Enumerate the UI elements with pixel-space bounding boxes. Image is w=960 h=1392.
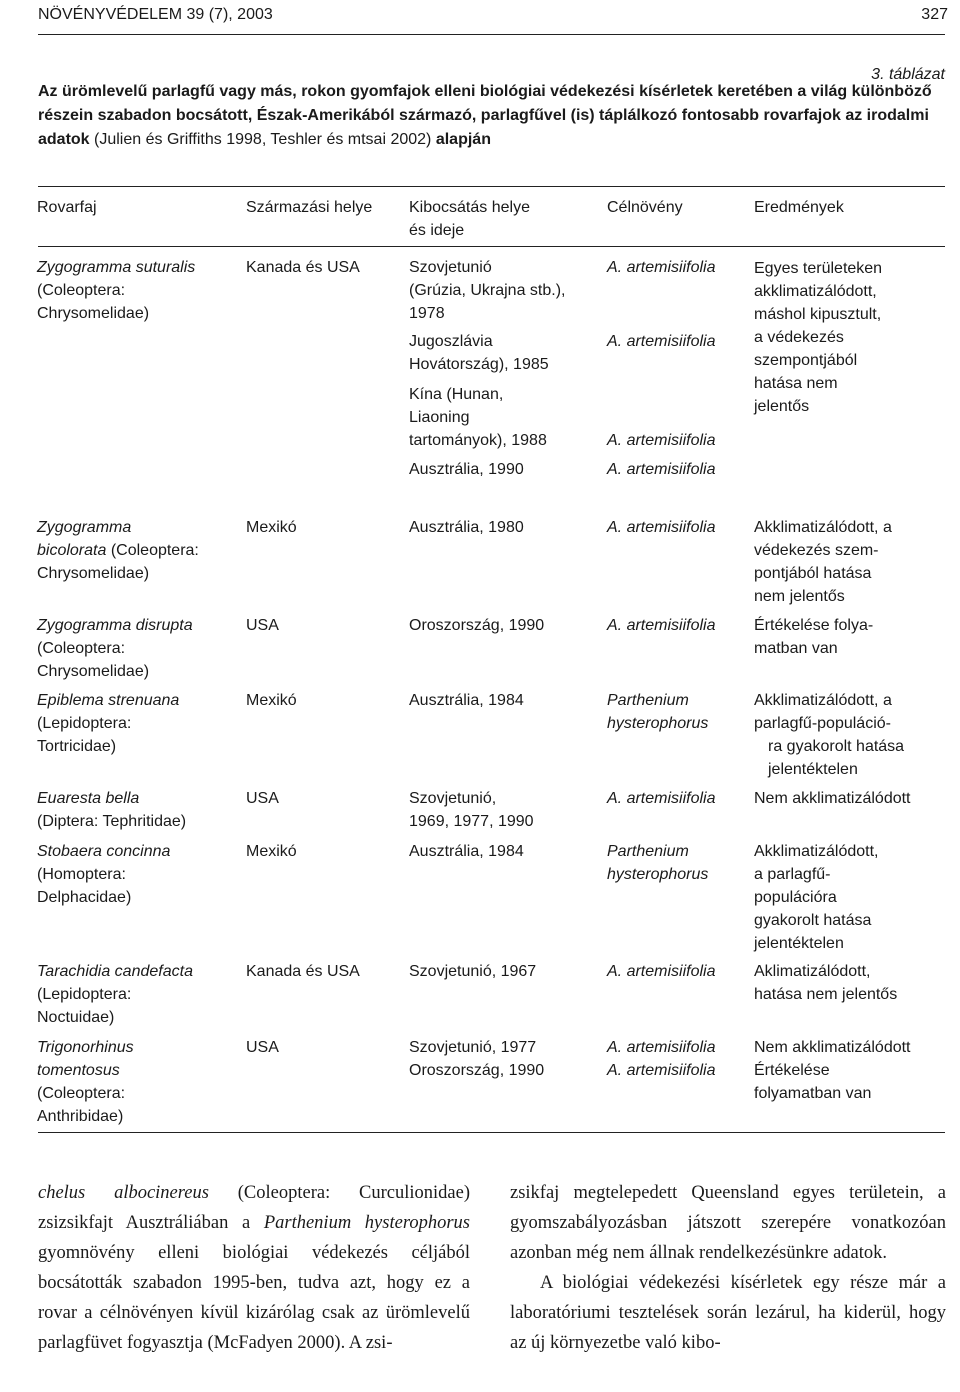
target-plant: A. artemisiifolia bbox=[607, 519, 716, 536]
target-plant: A. artemisiifolia bbox=[607, 1062, 716, 1079]
table-row-5-origin: USA bbox=[246, 790, 279, 807]
table-row-1-result bbox=[754, 257, 882, 418]
caption-end: alapján bbox=[435, 131, 491, 148]
species-name: Zygogramma suturalis bbox=[37, 259, 196, 276]
species-order: (Lepidoptera: bbox=[37, 986, 132, 1003]
species-order: (Coleoptera: bbox=[110, 542, 199, 559]
table-row-4-origin: Mexikó bbox=[246, 692, 297, 709]
release-line: Szovjetunió, bbox=[409, 790, 497, 807]
table-row-8-release bbox=[409, 1036, 544, 1082]
release-line: Hovátország), 1985 bbox=[409, 356, 549, 373]
species-family: Anthribidae) bbox=[37, 1108, 124, 1125]
table-row-3-species bbox=[37, 614, 193, 683]
result-line: a védekezés bbox=[754, 329, 844, 346]
page-number: 327 bbox=[921, 6, 948, 23]
target-plant: A. artemisiifolia bbox=[607, 461, 716, 478]
col-header-results: Eredmények bbox=[754, 199, 844, 216]
target-plant: A. artemisiifolia bbox=[607, 432, 716, 449]
target-plant: A. artemisiifolia bbox=[607, 617, 716, 634]
table-row-1-target-d bbox=[607, 458, 715, 481]
table-bottom-rule bbox=[38, 1132, 945, 1133]
species-family: Chrysomelidae) bbox=[37, 305, 150, 322]
target-plant: A. artemisiifolia bbox=[607, 1039, 716, 1056]
table-row-4-result bbox=[754, 689, 904, 781]
table-top-rule bbox=[38, 186, 945, 187]
table-row-1-target-b bbox=[607, 330, 715, 353]
table-row-5-result: Nem akklimatizálódott bbox=[754, 790, 911, 807]
result-line: Nem akklimatizálódott bbox=[754, 1039, 911, 1056]
caption-bold: Az ürömlevelű parlagfű vagy más, rokon gyomfajok elleni biológiai védekezési kísérletek keretében a világ különböző részein szabadon bocsátott, Észak-Amerikából származó, parlagfűvel (is) táplálkozó fontosabb rovarfajok az irodalmi adatok bbox=[38, 83, 932, 148]
table-row-1-release-b bbox=[409, 330, 549, 376]
table-header-rule bbox=[38, 246, 945, 247]
body-column-right bbox=[510, 1178, 946, 1358]
release-line: tartományok), 1988 bbox=[409, 432, 547, 449]
result-line: Értékelése bbox=[754, 1062, 830, 1079]
species-name: chelus albocinereus bbox=[38, 1183, 209, 1203]
table-row-6-result bbox=[754, 840, 879, 955]
result-line: Akklimatizálódott, bbox=[754, 843, 879, 860]
col-header-release-line2: és ideje bbox=[409, 222, 465, 239]
table-row-1-species bbox=[37, 256, 195, 325]
table-row-4-species bbox=[37, 689, 179, 758]
body-column-left bbox=[38, 1178, 470, 1358]
result-line: szempontjából bbox=[754, 352, 858, 369]
release-line: Kína (Hunan, bbox=[409, 386, 504, 403]
target-plant: A. artemisiifolia bbox=[607, 963, 716, 980]
release-line: Liaoning bbox=[409, 409, 470, 426]
table-row-4-target bbox=[607, 689, 708, 735]
target-plant: hysterophorus bbox=[607, 715, 709, 732]
result-line: máshol kipusztult, bbox=[754, 306, 882, 323]
table-row-1-release bbox=[409, 256, 565, 325]
result-line: akklimatizálódott, bbox=[754, 283, 877, 300]
result-line: jelentős bbox=[754, 398, 810, 415]
table-row-8-species bbox=[37, 1036, 134, 1128]
species-order: (Diptera: Tephritidae) bbox=[37, 813, 187, 830]
species-family: Chrysomelidae) bbox=[37, 565, 150, 582]
table-row-3-origin: USA bbox=[246, 617, 279, 634]
result-line: populációra bbox=[754, 889, 837, 906]
species-order: (Coleoptera: bbox=[37, 1085, 126, 1102]
caption-reference: (Julien és Griffiths 1998, Teshler és mtsai 2002) bbox=[89, 131, 436, 148]
species-order: (Coleoptera: bbox=[37, 640, 126, 657]
table-row-6-species bbox=[37, 840, 170, 909]
table-row-5-release bbox=[409, 787, 534, 833]
result-line: folyamatban van bbox=[754, 1085, 872, 1102]
release-line: Szovjetunió bbox=[409, 259, 492, 276]
species-name: Trigonorhinus bbox=[37, 1039, 134, 1056]
result-line: védekezés szem- bbox=[754, 542, 879, 559]
species-name: Tarachidia candefacta bbox=[37, 963, 193, 980]
table-row-8-origin: USA bbox=[246, 1039, 279, 1056]
table-row-6-target bbox=[607, 840, 708, 886]
journal-name: NÖVÉNYVÉDELEM 39 (7), 2003 bbox=[38, 6, 273, 23]
table-row-8-target bbox=[607, 1036, 715, 1082]
result-line: gyakorolt hatása bbox=[754, 912, 872, 929]
body-text: gyomnövény elleni biológiai védekezés céljából bocsátották szabadon 1995-ben, tudva azt, hogy ez a rovar a célnövényen kívül kizárólag csak az ürömlevelű parlagfüvet fogyasztja (McFadyen 2000). A zsi- bbox=[38, 1243, 470, 1353]
release-line: 1969, 1977, 1990 bbox=[409, 813, 534, 830]
table-row-8-result bbox=[754, 1036, 911, 1105]
result-line: jelentéktelen bbox=[768, 761, 858, 778]
result-line: hatása nem jelentős bbox=[754, 986, 898, 1003]
table-number: 3. táblázat bbox=[871, 66, 945, 83]
table-row-6-release: Ausztrália, 1984 bbox=[409, 843, 524, 860]
species-order: (Coleoptera: bbox=[37, 282, 126, 299]
table-row-2-release: Ausztrália, 1980 bbox=[409, 519, 524, 536]
table-row-6-origin: Mexikó bbox=[246, 843, 297, 860]
table-row-2-species bbox=[37, 516, 199, 585]
target-plant: hysterophorus bbox=[607, 866, 709, 883]
result-line: Aklimatizálódott, bbox=[754, 963, 871, 980]
col-header-release-line1: Kibocsátás helye bbox=[409, 199, 530, 216]
running-header bbox=[38, 6, 948, 28]
table-row-2-target bbox=[607, 516, 715, 539]
species-name: Zygogramma bbox=[37, 519, 132, 536]
species-family: Chrysomelidae) bbox=[37, 663, 150, 680]
table-row-3-target bbox=[607, 614, 715, 637]
result-line: hatása nem bbox=[754, 375, 838, 392]
table-caption bbox=[38, 80, 948, 152]
release-line: (Grúzia, Ukrajna stb.), bbox=[409, 282, 566, 299]
result-line: a parlagfű- bbox=[754, 866, 831, 883]
target-plant: A. artemisiifolia bbox=[607, 333, 716, 350]
target-plant: Parthenium bbox=[607, 843, 689, 860]
result-line: Akklimatizálódott, a bbox=[754, 519, 892, 536]
result-line: matban van bbox=[754, 640, 838, 657]
species-name: Stobaera concinna bbox=[37, 843, 171, 860]
species-name: tomentosus bbox=[37, 1062, 120, 1079]
result-line: ra gyakorolt hatása bbox=[768, 738, 905, 755]
result-line: Egyes területeken bbox=[754, 260, 883, 277]
release-line: 1978 bbox=[409, 305, 445, 322]
release-line: Oroszország, 1990 bbox=[409, 1062, 545, 1079]
result-line: jelentéktelen bbox=[754, 935, 844, 952]
result-line: Akklimatizálódott, a bbox=[754, 692, 892, 709]
table-row-1-release-d: Ausztrália, 1990 bbox=[409, 461, 524, 478]
result-line: nem jelentős bbox=[754, 588, 845, 605]
table-row-7-result bbox=[754, 960, 897, 1006]
species-name: Epiblema strenuana bbox=[37, 692, 180, 709]
col-header-species: Rovarfaj bbox=[37, 199, 97, 216]
result-line: pontjából hatása bbox=[754, 565, 872, 582]
species-name: Zygogramma disrupta bbox=[37, 617, 193, 634]
species-name: Parthenium hysterophorus bbox=[263, 1213, 470, 1233]
body-text: (Coleoptera: Curculionidae) zsizsikfajt Ausztráliában a bbox=[38, 1183, 470, 1233]
header-rule bbox=[38, 34, 945, 35]
result-line: parlagfű-populáció- bbox=[754, 715, 891, 732]
col-header-origin: Származási helye bbox=[246, 199, 373, 216]
table-row-7-species bbox=[37, 960, 193, 1029]
table-row-2-origin: Mexikó bbox=[246, 519, 297, 536]
species-family: Noctuidae) bbox=[37, 1009, 115, 1026]
table-row-4-release: Ausztrália, 1984 bbox=[409, 692, 524, 709]
table-row-1-origin: Kanada és USA bbox=[246, 259, 360, 276]
target-plant: A. artemisiifolia bbox=[607, 259, 716, 276]
table-row-1-target-c bbox=[607, 429, 715, 452]
body-paragraph: A biológiai védekezési kísérletek egy része már a laboratóriumi tesztelések során lezárul, ha kiderül, hogy az új környezetbe való kibo- bbox=[510, 1273, 946, 1353]
target-plant: A. artemisiifolia bbox=[607, 790, 716, 807]
table-row-7-origin: Kanada és USA bbox=[246, 963, 360, 980]
release-line: Szovjetunió, 1977 bbox=[409, 1039, 537, 1056]
body-paragraph: zsikfaj megtelepedett Queensland egyes területein, a gyomszabályozásban játszott szerepére vonatkozóan azonban még nem állnak rendelkezésünkre adatok. bbox=[510, 1183, 946, 1263]
species-order: (Lepidoptera: bbox=[37, 715, 132, 732]
species-order: (Homoptera: bbox=[37, 866, 126, 883]
table-row-1-target-a bbox=[607, 256, 715, 279]
col-header-target: Célnövény bbox=[607, 199, 683, 216]
table-row-5-target bbox=[607, 787, 715, 810]
species-name: Euaresta bella bbox=[37, 790, 140, 807]
species-name: bicolorata bbox=[37, 542, 107, 559]
species-family: Tortricidae) bbox=[37, 738, 117, 755]
table-row-1-release-c bbox=[409, 383, 547, 452]
body-paragraph bbox=[38, 1178, 470, 1358]
table-row-5-species bbox=[37, 787, 186, 833]
table-row-7-release: Szovjetunió, 1967 bbox=[409, 963, 537, 980]
species-family: Delphacidae) bbox=[37, 889, 132, 906]
table-row-3-release: Oroszország, 1990 bbox=[409, 617, 545, 634]
target-plant: Parthenium bbox=[607, 692, 689, 709]
result-line: Értékelése folya- bbox=[754, 617, 874, 634]
release-line: Jugoszlávia bbox=[409, 333, 493, 350]
table-row-3-result bbox=[754, 614, 873, 660]
table-row-2-result bbox=[754, 516, 892, 608]
col-header-release bbox=[409, 196, 530, 242]
table-row-7-target bbox=[607, 960, 715, 983]
